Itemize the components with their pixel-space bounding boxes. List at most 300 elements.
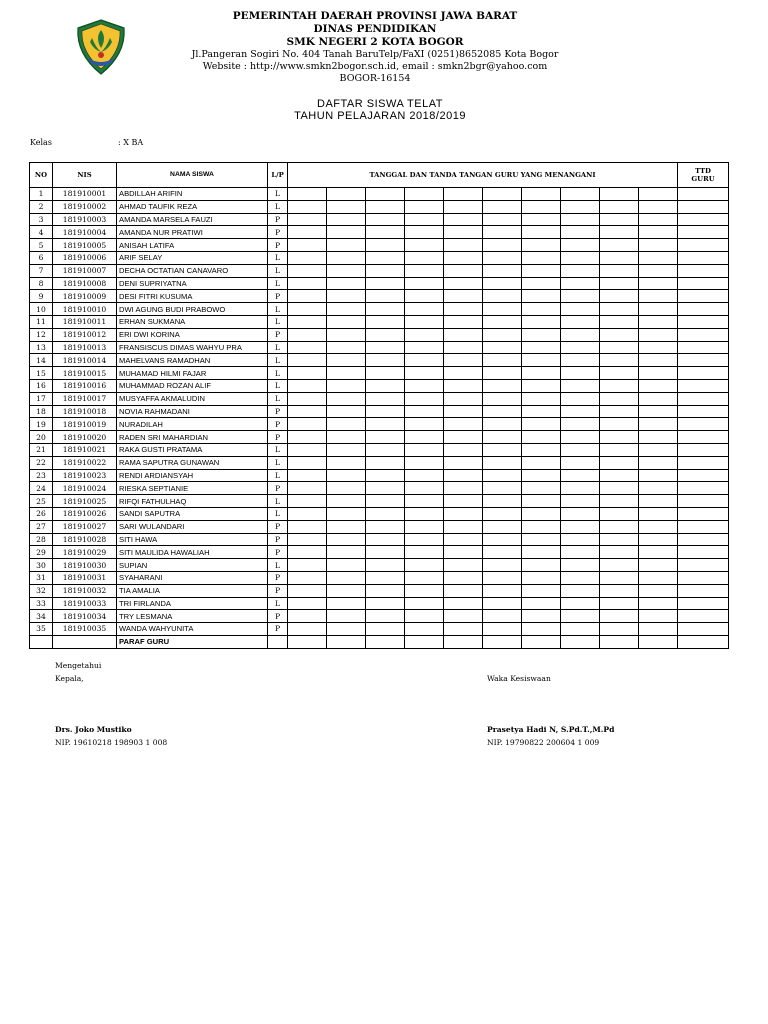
row-lp: P [268,239,288,252]
table-row [30,341,729,354]
row-nis: 181910018 [53,405,117,418]
row-date-cell [366,546,405,559]
letterhead-website: Website : http://www.smkn2bogor.sch.id, email : smkn2bgr@yahoo.com [202,61,548,72]
title-line-2: TAHUN PELAJARAN 2018/2019 [294,110,466,122]
row-ttd-cell [678,188,729,201]
row-date-cell [483,213,522,226]
row-date-cell [366,226,405,239]
row-date-cell [522,251,561,264]
row-lp: L [268,559,288,572]
row-no: 26 [30,507,53,520]
row-ttd-cell [678,392,729,405]
row-date-cell [639,367,678,380]
row-date-cell [600,495,639,508]
left-signer-nip: NIP. 19610218 198903 1 008 [55,738,168,747]
row-ttd-cell [678,571,729,584]
row-date-cell [288,264,327,277]
row-date-cell [600,354,639,367]
row-date-cell [444,392,483,405]
row-date-cell [639,354,678,367]
table-row [30,520,729,533]
letterhead [150,10,600,85]
row-date-cell [561,264,600,277]
row-lp: P [268,623,288,636]
row-date-cell [366,239,405,252]
row-date-cell [327,188,366,201]
row-date-cell [288,405,327,418]
row-date-cell [405,559,444,572]
row-ttd-cell [678,303,729,316]
row-no: 4 [30,226,53,239]
row-nis: 181910015 [53,367,117,380]
row-no: 25 [30,495,53,508]
row-date-cell [405,623,444,636]
row-nama: FRANSISCUS DIMAS WAHYU PRA [117,341,268,354]
row-date-cell [366,610,405,623]
row-date-cell [366,213,405,226]
row-date-cell [522,315,561,328]
row-date-cell [483,469,522,482]
row-no: 10 [30,303,53,316]
row-date-cell [366,200,405,213]
row-nis: 181910021 [53,443,117,456]
table-row [30,482,729,495]
row-date-cell [405,277,444,290]
row-date-cell [600,264,639,277]
row-no: 23 [30,469,53,482]
row-date-cell [444,469,483,482]
row-no: 18 [30,405,53,418]
row-date-cell [639,264,678,277]
row-date-cell [444,328,483,341]
row-nama: RADEN SRI MAHARDIAN [117,431,268,444]
row-nama: AMANDA MARSELA FAUZI [117,213,268,226]
paraf-date-cell [405,635,444,648]
row-nis: 181910028 [53,533,117,546]
table-row [30,507,729,520]
row-date-cell [561,546,600,559]
row-date-cell [522,507,561,520]
row-date-cell [600,303,639,316]
row-date-cell [366,431,405,444]
row-nis: 181910002 [53,200,117,213]
row-date-cell [444,341,483,354]
row-date-cell [444,213,483,226]
row-ttd-cell [678,251,729,264]
row-date-cell [522,533,561,546]
row-date-cell [600,277,639,290]
row-nama: RAKA GUSTI PRATAMA [117,443,268,456]
row-date-cell [561,239,600,252]
row-date-cell [483,367,522,380]
row-date-cell [288,200,327,213]
row-nama: AHMAD TAUFIK REZA [117,200,268,213]
row-date-cell [366,264,405,277]
row-lp: L [268,392,288,405]
letterhead-department: DINAS PENDIDIKAN [313,23,437,35]
paraf-date-cell [561,635,600,648]
row-no: 14 [30,354,53,367]
row-ttd-cell [678,264,729,277]
row-date-cell [639,469,678,482]
row-date-cell [288,277,327,290]
row-date-cell [288,379,327,392]
row-date-cell [483,431,522,444]
row-date-cell [444,200,483,213]
row-date-cell [522,226,561,239]
paraf-ttd-cell [678,635,729,648]
row-date-cell [405,533,444,546]
row-date-cell [600,315,639,328]
class-value: : X BA [118,138,144,147]
row-date-cell [561,392,600,405]
letterhead-government: PEMERINTAH DAERAH PROVINSI JAWA BARAT [232,10,518,22]
row-ttd-cell [678,597,729,610]
row-nama: ANISAH LATIFA [117,239,268,252]
row-date-cell [327,597,366,610]
row-date-cell [405,239,444,252]
row-nama: SITI HAWA [117,533,268,546]
row-lp: L [268,379,288,392]
left-sign-line-2: Kepala, [55,674,84,683]
row-date-cell [288,315,327,328]
row-date-cell [639,392,678,405]
paraf-nis-cell [53,635,117,648]
row-date-cell [522,546,561,559]
row-date-cell [483,559,522,572]
row-ttd-cell [678,469,729,482]
header-no: NO [30,163,53,188]
row-date-cell [444,379,483,392]
row-date-cell [600,418,639,431]
row-date-cell [483,507,522,520]
row-date-cell [639,315,678,328]
row-ttd-cell [678,213,729,226]
row-date-cell [522,290,561,303]
table-row [30,315,729,328]
row-date-cell [405,315,444,328]
row-date-cell [639,443,678,456]
row-date-cell [639,239,678,252]
row-date-cell [639,610,678,623]
row-date-cell [327,239,366,252]
row-ttd-cell [678,239,729,252]
table-row [30,443,729,456]
row-date-cell [483,520,522,533]
row-date-cell [327,571,366,584]
row-date-cell [327,200,366,213]
row-date-cell [483,328,522,341]
row-date-cell [327,367,366,380]
row-date-cell [366,418,405,431]
row-date-cell [444,533,483,546]
row-date-cell [561,559,600,572]
row-date-cell [288,584,327,597]
row-ttd-cell [678,482,729,495]
row-date-cell [522,584,561,597]
row-nis: 181910033 [53,597,117,610]
header-ttd-line-1: TTD [695,167,711,175]
row-date-cell [483,456,522,469]
row-no: 3 [30,213,53,226]
row-date-cell [327,610,366,623]
row-date-cell [561,495,600,508]
row-date-cell [405,584,444,597]
row-date-cell [327,495,366,508]
row-lp: P [268,482,288,495]
row-date-cell [444,546,483,559]
table-row [30,597,729,610]
row-date-cell [600,584,639,597]
row-date-cell [444,571,483,584]
row-date-cell [288,418,327,431]
row-date-cell [639,303,678,316]
paraf-date-cell [600,635,639,648]
table-row [30,328,729,341]
row-date-cell [288,495,327,508]
row-date-cell [522,200,561,213]
row-date-cell [639,328,678,341]
row-date-cell [561,584,600,597]
header-ttd [678,163,729,188]
row-date-cell [561,367,600,380]
paraf-date-cell [639,635,678,648]
row-date-cell [600,610,639,623]
row-date-cell [522,379,561,392]
row-date-cell [288,482,327,495]
row-date-cell [639,200,678,213]
row-date-cell [561,379,600,392]
row-lp: P [268,520,288,533]
table-row [30,290,729,303]
row-date-cell [600,597,639,610]
row-date-cell [639,546,678,559]
row-date-cell [405,251,444,264]
row-nama: NOVIA RAHMADANI [117,405,268,418]
row-date-cell [561,507,600,520]
row-date-cell [522,354,561,367]
row-date-cell [327,533,366,546]
row-date-cell [483,303,522,316]
row-date-cell [561,431,600,444]
row-nis: 181910013 [53,341,117,354]
row-date-cell [366,379,405,392]
row-date-cell [561,597,600,610]
row-nama: RIFQI FATHULHAQ [117,495,268,508]
row-date-cell [444,188,483,201]
row-nis: 181910034 [53,610,117,623]
row-date-cell [639,418,678,431]
row-ttd-cell [678,533,729,546]
row-date-cell [483,341,522,354]
row-lp: L [268,469,288,482]
row-date-cell [522,277,561,290]
row-ttd-cell [678,367,729,380]
row-lp: P [268,226,288,239]
right-signer-name: Prasetya Hadi N, S.Pd.T.,M.Pd [487,725,615,734]
row-date-cell [600,379,639,392]
row-date-cell [561,226,600,239]
row-date-cell [288,520,327,533]
row-nama: NURADILAH [117,418,268,431]
row-date-cell [561,354,600,367]
row-no: 19 [30,418,53,431]
row-date-cell [288,354,327,367]
row-lp: P [268,328,288,341]
row-date-cell [288,559,327,572]
table-row [30,584,729,597]
row-lp: L [268,443,288,456]
row-nis: 181910007 [53,264,117,277]
row-nama: RENDI ARDIANSYAH [117,469,268,482]
row-date-cell [288,226,327,239]
row-ttd-cell [678,546,729,559]
table-body [30,188,729,649]
row-date-cell [444,431,483,444]
table-row [30,251,729,264]
row-ttd-cell [678,354,729,367]
row-date-cell [327,431,366,444]
row-date-cell [366,367,405,380]
header-ttd-line-2: GURU [691,175,715,183]
row-date-cell [444,507,483,520]
row-lp: P [268,584,288,597]
row-no: 5 [30,239,53,252]
row-date-cell [444,584,483,597]
row-date-cell [600,188,639,201]
row-date-cell [327,405,366,418]
row-date-cell [639,507,678,520]
row-date-cell [288,392,327,405]
row-date-cell [288,251,327,264]
row-date-cell [327,213,366,226]
row-lp: L [268,354,288,367]
row-date-cell [522,418,561,431]
row-date-cell [405,520,444,533]
row-date-cell [327,251,366,264]
row-no: 13 [30,341,53,354]
row-date-cell [483,482,522,495]
table-row [30,405,729,418]
row-date-cell [639,584,678,597]
row-date-cell [639,290,678,303]
row-date-cell [561,610,600,623]
paraf-date-cell [327,635,366,648]
row-lp: L [268,367,288,380]
row-lp: L [268,507,288,520]
row-nis: 181910020 [53,431,117,444]
row-lp: P [268,431,288,444]
row-lp: L [268,277,288,290]
row-date-cell [405,188,444,201]
row-ttd-cell [678,443,729,456]
document-title [200,98,560,122]
row-no: 28 [30,533,53,546]
row-nis: 181910003 [53,213,117,226]
row-date-cell [405,482,444,495]
row-date-cell [600,482,639,495]
row-date-cell [444,610,483,623]
student-late-table [29,162,729,649]
table-row [30,533,729,546]
table-row [30,495,729,508]
row-no: 21 [30,443,53,456]
table-header-row [30,163,729,188]
row-date-cell [483,315,522,328]
row-date-cell [327,456,366,469]
row-date-cell [522,328,561,341]
row-date-cell [288,328,327,341]
table-row [30,379,729,392]
row-date-cell [405,226,444,239]
row-date-cell [483,571,522,584]
row-no: 16 [30,379,53,392]
row-ttd-cell [678,418,729,431]
row-date-cell [561,456,600,469]
row-nis: 181910023 [53,469,117,482]
row-nama: SARI WULANDARI [117,520,268,533]
row-date-cell [366,495,405,508]
row-date-cell [600,533,639,546]
table-row [30,392,729,405]
row-date-cell [561,520,600,533]
row-ttd-cell [678,520,729,533]
row-no: 8 [30,277,53,290]
row-date-cell [483,354,522,367]
row-nis: 181910001 [53,188,117,201]
row-date-cell [483,277,522,290]
right-sign-line-1: Waka Kesiswaan [487,674,551,683]
paraf-date-cell [483,635,522,648]
table-row [30,277,729,290]
row-date-cell [483,546,522,559]
row-ttd-cell [678,341,729,354]
row-date-cell [561,303,600,316]
row-date-cell [561,290,600,303]
row-date-cell [405,469,444,482]
row-date-cell [444,239,483,252]
row-date-cell [405,456,444,469]
row-ttd-cell [678,277,729,290]
row-date-cell [444,264,483,277]
table-row [30,623,729,636]
row-date-cell [327,392,366,405]
row-lp: P [268,533,288,546]
row-date-cell [639,482,678,495]
row-lp: P [268,213,288,226]
row-date-cell [366,571,405,584]
row-date-cell [288,507,327,520]
row-date-cell [444,443,483,456]
row-date-cell [288,188,327,201]
left-signer-name: Drs. Joko Mustiko [55,725,132,734]
row-date-cell [639,379,678,392]
row-nis: 181910030 [53,559,117,572]
row-no: 20 [30,431,53,444]
paraf-no-cell [30,635,53,648]
row-date-cell [405,507,444,520]
row-date-cell [483,264,522,277]
row-nama: SANDI SAPUTRA [117,507,268,520]
table-row [30,354,729,367]
row-nama: WANDA WAHYUNITA [117,623,268,636]
row-ttd-cell [678,315,729,328]
row-date-cell [288,623,327,636]
header-lp: L/P [268,163,288,188]
row-date-cell [483,239,522,252]
row-nis: 181910010 [53,303,117,316]
paraf-date-cell [444,635,483,648]
